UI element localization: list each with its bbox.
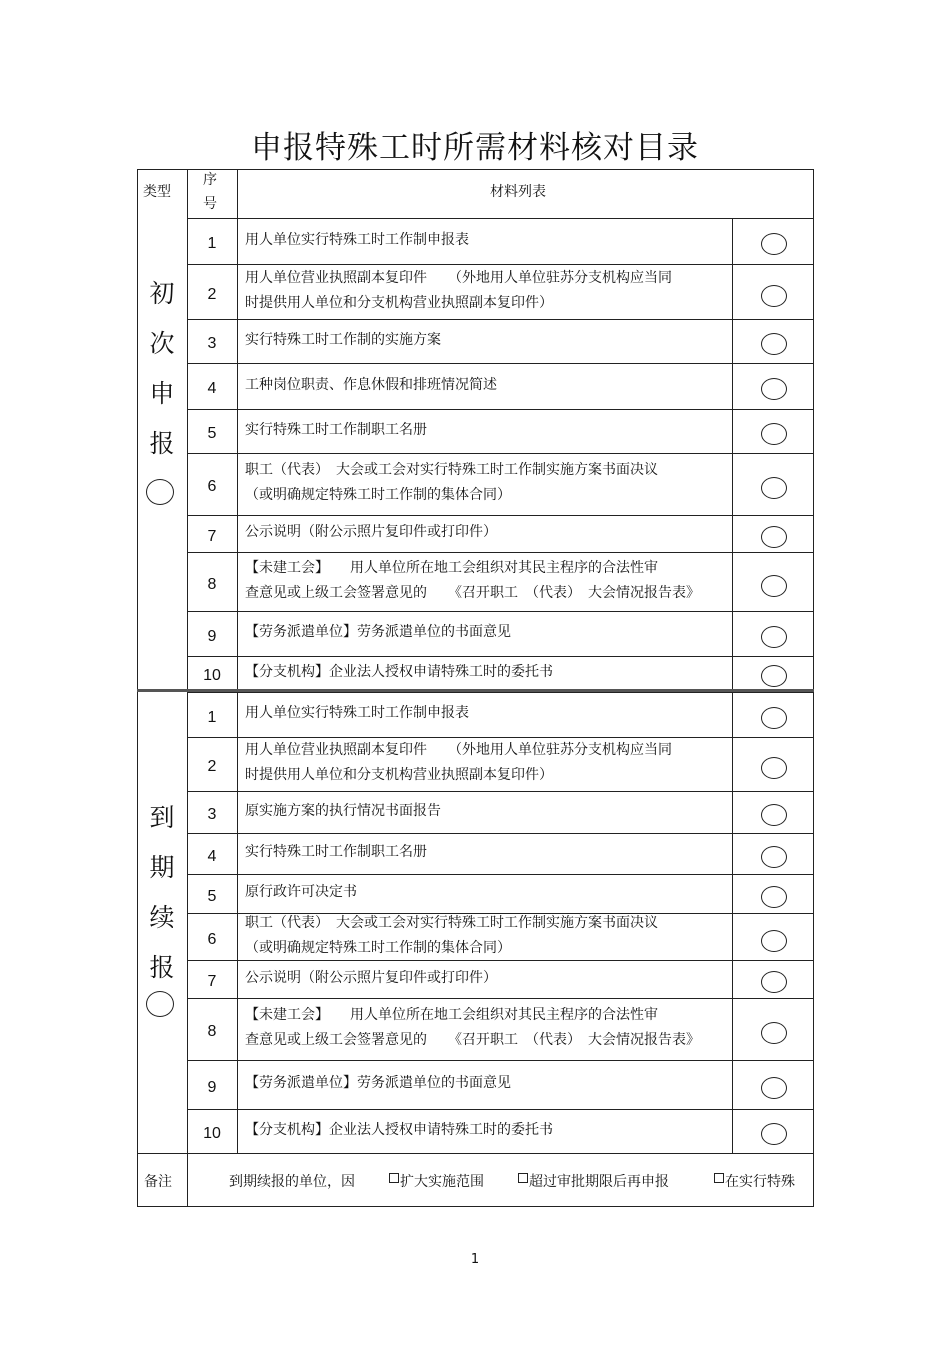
row-divider	[187, 1060, 814, 1061]
table-right-border	[813, 169, 814, 1206]
material-item-text: 职工（代表） 大会或工会对实行特殊工时工作制实施方案书面决议	[245, 914, 658, 931]
table-top-border	[137, 169, 814, 170]
material-item-text: （或明确规定特殊工时工作制的集体合同）	[245, 939, 511, 956]
option-label: 超过审批期限后再申报	[529, 1174, 669, 1190]
check-circle[interactable]	[761, 233, 787, 255]
table-bottom-border	[137, 1206, 814, 1207]
option-checkbox[interactable]	[518, 1173, 528, 1183]
option-label: 扩大实施范围	[400, 1174, 484, 1190]
row-number: 4	[207, 847, 217, 865]
row-divider	[187, 1109, 814, 1110]
check-circle[interactable]	[761, 285, 787, 307]
remarks-option[interactable]	[389, 1170, 484, 1195]
remarks-divider	[187, 1153, 188, 1206]
row-number: 3	[207, 806, 217, 823]
type-column-divider	[187, 169, 188, 1153]
section-label-char: 到	[149, 803, 175, 832]
material-item-text: 职工（代表） 大会或工会对实行特殊工时工作制实施方案书面决议	[245, 462, 658, 478]
page-number: 1	[470, 1252, 480, 1267]
remarks-top-border	[137, 1153, 814, 1154]
row-number: 9	[207, 1078, 217, 1096]
material-item-text: 【分支机构】企业法人授权申请特殊工时的委托书	[245, 1121, 553, 1138]
check-circle[interactable]	[761, 665, 787, 687]
row-divider	[187, 409, 814, 410]
section-check-circle[interactable]	[146, 991, 174, 1017]
row-number: 4	[207, 380, 217, 397]
check-circle[interactable]	[761, 423, 787, 445]
option-checkbox[interactable]	[389, 1173, 399, 1183]
header-seq-bottom: 号	[203, 196, 217, 212]
section-label-char: 次	[149, 329, 175, 358]
section-top-divider	[187, 692, 814, 693]
check-column-divider	[732, 692, 733, 1153]
page-title: 申报特殊工时所需材料核对目录	[251, 130, 699, 166]
row-number: 7	[207, 527, 217, 545]
check-circle[interactable]	[761, 626, 787, 648]
check-circle[interactable]	[761, 1123, 787, 1145]
material-item-text: 公示说明（附公示照片复印件或打印件）	[245, 969, 497, 986]
section-label-char: 续	[149, 903, 175, 932]
material-item-text: 查意见或上级工会签署意见的 《召开职工 （代表） 大会情况报告表》	[245, 584, 700, 601]
check-circle[interactable]	[761, 1022, 787, 1044]
material-item-text: 工种岗位职责、作息休假和排班情况简述	[245, 376, 497, 393]
check-circle[interactable]	[761, 477, 787, 499]
material-item-text: 公示说明（附公示照片复印件或打印件）	[245, 524, 497, 540]
row-divider	[187, 552, 814, 553]
row-divider	[187, 960, 814, 961]
check-circle[interactable]	[761, 526, 787, 548]
row-divider	[187, 611, 814, 612]
row-number: 2	[207, 285, 217, 303]
row-number: 6	[207, 478, 217, 495]
check-circle[interactable]	[761, 886, 787, 908]
row-number: 8	[207, 1023, 217, 1040]
seq-column-divider	[237, 169, 238, 1153]
row-divider	[187, 998, 814, 999]
material-item-text: 实行特殊工时工作制职工名册	[245, 844, 427, 860]
remarks-intro: 到期续报的单位，因	[229, 1174, 355, 1190]
check-circle[interactable]	[761, 757, 787, 779]
material-item-text: 【未建工会】 用人单位所在地工会组织对其民主程序的合法性审	[245, 1007, 658, 1023]
row-number: 5	[207, 425, 217, 442]
check-circle[interactable]	[761, 378, 787, 400]
row-number: 8	[207, 575, 217, 593]
check-circle[interactable]	[761, 804, 787, 826]
row-divider	[187, 515, 814, 516]
row-number: 7	[207, 973, 217, 990]
section-label-char: 报	[149, 429, 175, 458]
check-circle[interactable]	[761, 846, 787, 868]
row-divider	[187, 453, 814, 454]
material-item-text: 用人单位实行特殊工时工作制申报表	[245, 705, 469, 721]
row-number: 5	[207, 887, 217, 905]
material-item-text: 用人单位营业执照副本复印件 （外地用人单位驻苏分支机构应当同	[245, 269, 672, 286]
section-top-divider	[187, 218, 814, 219]
header-seq-top: 序	[203, 172, 217, 188]
row-number: 2	[207, 758, 217, 775]
material-item-text: 实行特殊工时工作制职工名册	[245, 421, 427, 438]
remarks-option[interactable]	[714, 1170, 795, 1195]
check-circle[interactable]	[761, 1077, 787, 1099]
material-item-text: 【分支机构】企业法人授权申请特殊工时的委托书	[245, 663, 553, 680]
material-item-text: 查意见或上级工会签署意见的 《召开职工 （代表） 大会情况报告表》	[245, 1032, 700, 1048]
header-materials: 材料列表	[490, 184, 546, 200]
row-divider	[187, 874, 814, 875]
section-label-char: 报	[149, 953, 175, 982]
material-item-text: 【未建工会】 用人单位所在地工会组织对其民主程序的合法性审	[245, 559, 658, 576]
row-number: 10	[203, 1125, 221, 1142]
row-number: 6	[207, 930, 217, 948]
material-item-text: 时提供用人单位和分支机构营业执照副本复印件）	[245, 767, 553, 783]
check-circle[interactable]	[761, 971, 787, 993]
material-item-text: 用人单位实行特殊工时工作制申报表	[245, 231, 469, 248]
material-item-text: 【劳务派遣单位】劳务派遣单位的书面意见	[245, 1075, 511, 1091]
check-circle[interactable]	[761, 930, 787, 952]
check-circle[interactable]	[761, 575, 787, 597]
option-checkbox[interactable]	[714, 1173, 724, 1183]
material-item-text: 时提供用人单位和分支机构营业执照副本复印件）	[245, 294, 553, 311]
section-label-char: 申	[149, 379, 175, 408]
check-column-divider	[732, 218, 733, 690]
row-divider	[187, 791, 814, 792]
row-number: 10	[203, 667, 221, 684]
row-number: 9	[207, 627, 217, 645]
material-item-text: 原实施方案的执行情况书面报告	[245, 802, 441, 819]
material-item-text: 【劳务派遣单位】劳务派遣单位的书面意见	[245, 624, 511, 640]
material-item-text: 原行政许可决定书	[245, 884, 357, 900]
option-label: 在实行特殊	[725, 1174, 795, 1190]
row-number: 1	[207, 235, 217, 252]
section-check-circle[interactable]	[146, 479, 174, 505]
row-divider	[187, 363, 814, 364]
material-item-text: 实行特殊工时工作制的实施方案	[245, 331, 441, 348]
material-item-text: 用人单位营业执照副本复印件 （外地用人单位驻苏分支机构应当同	[245, 742, 672, 758]
section-label-char: 期	[149, 853, 175, 882]
row-divider	[187, 833, 814, 834]
row-divider	[187, 319, 814, 320]
remarks-label: 备注	[144, 1174, 172, 1190]
row-number: 3	[207, 335, 217, 352]
check-circle[interactable]	[761, 707, 787, 729]
row-divider	[187, 656, 814, 657]
check-circle[interactable]	[761, 333, 787, 355]
row-number: 1	[207, 708, 217, 726]
section-label-char: 初	[149, 279, 175, 308]
remarks-option[interactable]	[518, 1170, 669, 1195]
header-type: 类型	[143, 184, 171, 200]
material-item-text: （或明确规定特殊工时工作制的集体合同）	[245, 487, 511, 503]
